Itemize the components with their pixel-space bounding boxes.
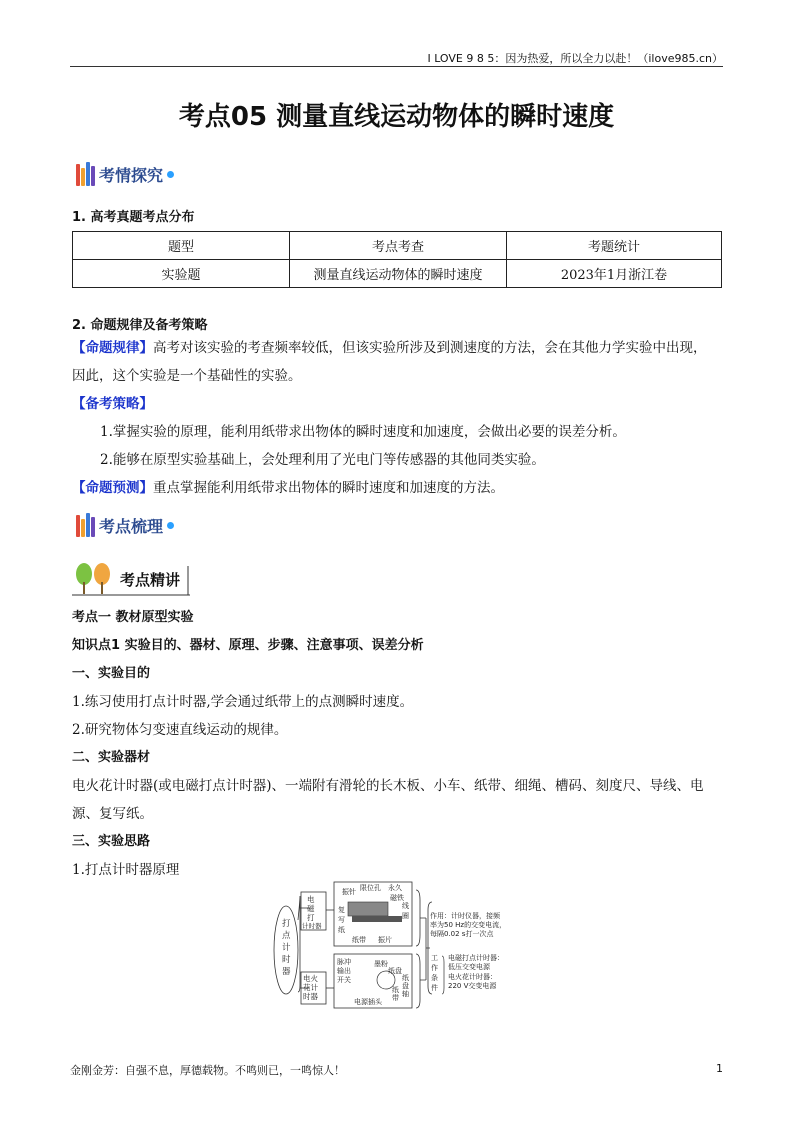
- spark-part: 纸: [402, 974, 409, 982]
- table-header-row: [73, 232, 722, 260]
- root-char: 打: [282, 919, 291, 929]
- condition-label: 作: [431, 964, 438, 972]
- condition-text: 低压交变电源: [448, 963, 490, 971]
- list-item: 2.研究物体匀变速直线运动的规律。: [72, 722, 288, 738]
- page-number: 1: [716, 1062, 723, 1075]
- condition-label: 工: [431, 954, 438, 962]
- em-part: 纸带: [352, 936, 366, 944]
- spark-part: 轴: [402, 990, 409, 998]
- spark-label: 花计: [303, 983, 318, 992]
- em-part: 振片: [378, 936, 392, 944]
- dot-icon: [167, 171, 174, 178]
- strategy-tag: 【备考策略】: [72, 396, 153, 412]
- spark-part: 输出: [337, 967, 351, 975]
- spark-part: 带: [392, 994, 399, 1002]
- spark-part: 脉冲: [337, 958, 351, 966]
- spark-part: 纸盘: [388, 967, 402, 975]
- exam-distribution-table: [72, 231, 722, 288]
- em-part: 复: [338, 906, 345, 914]
- em-part: 纸: [338, 926, 345, 934]
- section-label: 考点梳理: [99, 516, 164, 536]
- section-label: 考情探究: [99, 165, 164, 185]
- section-badge-kaodian: [76, 513, 174, 537]
- spark-part: 墨粉: [374, 960, 388, 968]
- subheading-distribution: 1. 高考真题考点分布: [72, 210, 195, 225]
- section-heading: 二、实验器材: [72, 750, 151, 765]
- spark-label: 时器: [303, 992, 318, 1001]
- timer-principle-diagram: [268, 880, 528, 1010]
- table-cell: 2023年1月浙江卷: [507, 260, 722, 288]
- page-footer: 金刚金芳：自强不息，厚德载物。不鸣则已，一鸣惊人！: [70, 1064, 345, 1077]
- spark-part: 电源插头: [354, 998, 382, 1006]
- kaodian-heading: 考点一 教材原型实验: [72, 610, 194, 625]
- table-header-cell: 考点考查: [290, 232, 507, 260]
- header-divider: [70, 66, 723, 67]
- rule-text: 高考对该实验的考查频率较低，但该实验所涉及到测速度的方法，会在其他力学实验中出现，: [153, 340, 707, 356]
- em-part: 圈: [402, 912, 409, 920]
- condition-label: 条: [431, 974, 438, 982]
- dot-icon: [167, 522, 174, 529]
- page-title: 考点05 测量直线运动物体的瞬时速度: [178, 102, 615, 132]
- root-char: 点: [282, 931, 291, 941]
- section-badge-kaoqing: [76, 162, 174, 186]
- equipment-text: 电火花计时器(或电磁打点计时器)、一端附有滑轮的长木板、小车、纸带、细绳、槽码、刻度尺、导线、电: [72, 778, 704, 794]
- em-part: 磁铁: [390, 894, 404, 902]
- em-part: 限位孔: [360, 884, 381, 892]
- condition-text: 220 V交变电源: [448, 982, 497, 990]
- list-item: 1.打点计时器原理: [72, 862, 180, 878]
- table-row: [73, 260, 722, 288]
- spark-part: 纸: [392, 986, 399, 994]
- em-part: 线: [402, 902, 409, 910]
- em-part: 写: [338, 916, 345, 924]
- em-part: 永久: [388, 884, 402, 892]
- em-part: 振针: [342, 888, 356, 896]
- books-icon: [76, 513, 95, 537]
- spark-part: 开关: [337, 976, 351, 984]
- condition-text: 电磁打点计时器：: [448, 954, 504, 962]
- section-heading: 一、实验目的: [72, 666, 151, 681]
- root-char: 时: [282, 955, 291, 965]
- strategy-item-2: 2.能够在原型实验基础上，会处理利用了光电门等传感器的其他同类实验。: [100, 452, 545, 468]
- strategy-item-1: 1.掌握实验的原理，能利用纸带求出物体的瞬时速度和加速度，会做出必要的误差分析。: [100, 424, 626, 440]
- table-header-cell: 考题统计: [507, 232, 722, 260]
- em-label: 磁: [307, 904, 315, 913]
- content-body: [72, 604, 727, 884]
- spark-part: 盘: [402, 982, 409, 990]
- root-char: 计: [282, 943, 291, 953]
- section-badge-jingjiang: [72, 560, 192, 598]
- condition-text: 电火花计时器：: [448, 973, 497, 981]
- predict-tag: 【命题预测】: [72, 480, 153, 496]
- table-header-cell: 题型: [73, 232, 290, 260]
- equipment-text-2: 源、复写纸。: [72, 806, 153, 822]
- condition-label: 件: [431, 984, 438, 992]
- rule-paragraph: [72, 334, 727, 502]
- em-label: 电: [307, 895, 315, 904]
- em-label: 打: [307, 913, 315, 922]
- rule-text-2: 因此，这个实验是一个基础性的实验。: [72, 368, 302, 384]
- function-text: 每隔0.02 s打一次点: [430, 930, 494, 938]
- predict-text: 重点掌握能利用纸带求出物体的瞬时速度和加速度的方法。: [153, 480, 504, 496]
- em-label: 计时器: [302, 922, 322, 930]
- function-text: 率为50 Hz的交变电流，: [430, 921, 507, 929]
- section-heading: 三、实验思路: [72, 834, 151, 849]
- subheading-strategy: 2. 命题规律及备考策略: [72, 318, 208, 333]
- section-label: 考点精讲: [120, 571, 181, 589]
- list-item: 1.练习使用打点计时器,学会通过纸带上的点测瞬时速度。: [72, 694, 414, 710]
- knowledge-heading: 知识点1 实验目的、器材、原理、步骤、注意事项、误差分析: [72, 638, 424, 653]
- spark-label: 电火: [303, 974, 318, 983]
- table-cell: 测量直线运动物体的瞬时速度: [290, 260, 507, 288]
- page-header: I LOVE 9 8 5：因为热爱，所以全力以赴！（ilove985.cn）: [427, 52, 723, 65]
- root-char: 器: [282, 967, 291, 977]
- function-text: 作用：计时仪器，接频: [430, 912, 500, 920]
- rule-tag: 【命题规律】: [72, 340, 153, 356]
- table-cell: 实验题: [73, 260, 290, 288]
- books-icon: [76, 162, 95, 186]
